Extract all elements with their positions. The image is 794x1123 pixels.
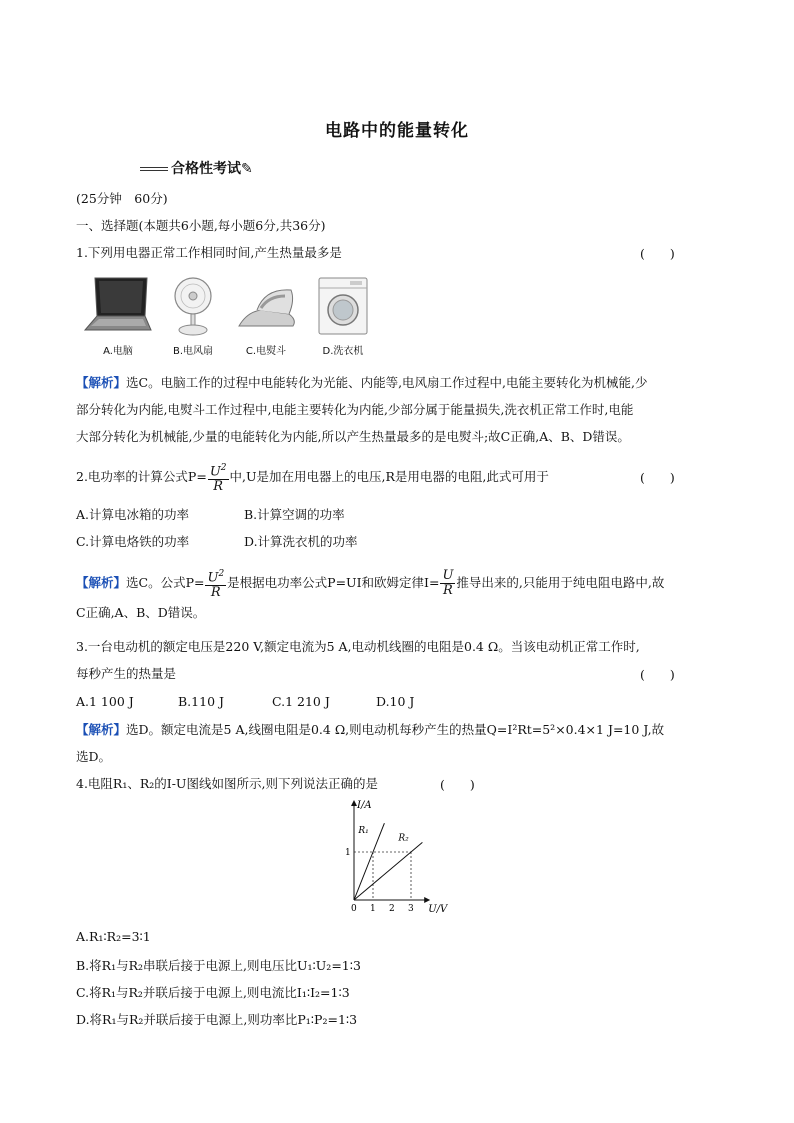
q4-stem: 4.电阻R₁、R₂的I-U图线如图所示,则下列说法正确的是: [76, 776, 378, 791]
page-title: 电路中的能量转化: [325, 121, 469, 141]
iu-graph: [330, 798, 460, 916]
q4-bracket: ( ): [440, 777, 475, 792]
q3-bracket: ( ): [640, 667, 675, 682]
q4-option-b: B.将R₁与R₂串联后接于电源上,则电压比U₁∶U₂=1∶3: [76, 958, 361, 973]
q2-option-c: C.计算电烙铁的功率: [76, 534, 190, 549]
q2-option-a: A.计算电冰箱的功率: [76, 507, 190, 522]
section-dash: [140, 167, 168, 171]
x-tick-label: 1: [370, 904, 376, 914]
x-axis-arrow: [424, 897, 430, 903]
q2-bracket: ( ): [640, 470, 675, 485]
washing-machine-image: [312, 276, 374, 357]
q2-analysis-2: C正确,A、B、D错误。: [76, 605, 206, 620]
q1-option-b: B.电风扇: [172, 346, 214, 357]
q4-option-d: D.将R₁与R₂并联后接于电源上,则功率比P₁∶P₂=1∶3: [76, 1012, 358, 1027]
iron-image: [230, 276, 302, 357]
section-text: 合格性考试: [171, 161, 241, 177]
q2-formula: $\frac{U^2}{R}$: [209, 462, 227, 495]
q1-option-a: A.电脑: [103, 346, 133, 357]
q4-option-c: C.将R₁与R₂并联后接于电源上,则电流比I₁∶I₂=1∶3: [76, 985, 350, 1000]
section-label: [140, 158, 253, 178]
q1-analysis-1: 【解析】选C。电脑工作的过程中电能转化为光能、内能等,电风扇工作过程中,电能主要转化为机械能,少: [76, 375, 648, 390]
q1-analysis-3: 大部分转化为机械能,少量的电能转化为内能,所以产生热量最多的是电熨斗;故C正确,A、B、D错误。: [76, 429, 630, 444]
q1-analysis-2: 部分转化为内能,电熨斗工作过程中,电能主要转化为内能,少部分属于能量损失,洗衣机正常工作时,电能: [76, 402, 634, 417]
x-tick-label: 2: [389, 904, 395, 914]
q1-option-d: D.洗衣机: [322, 346, 364, 357]
pencil-icon: ✎: [241, 161, 253, 177]
q3-option-a: A.1 100 J: [76, 694, 134, 709]
x-tick-label: 3: [408, 904, 414, 914]
laptop-image: [82, 276, 154, 357]
q3-stem-2: 每秒产生的热量是: [76, 666, 177, 681]
q3-option-c: C.1 210 J: [272, 694, 330, 709]
q2-option-d: D.计算洗衣机的功率: [244, 534, 358, 549]
series-label-1: R₁: [358, 826, 369, 837]
part-one-heading: 一、选择题(本题共6小题,每小题6分,共36分): [76, 218, 326, 233]
fan-image: [162, 276, 224, 357]
q3-analysis-2: 选D。: [76, 749, 112, 764]
x-tick-label: 0: [351, 904, 357, 914]
q1-bracket: ( ): [640, 246, 675, 261]
q3-option-b: B.110 J: [178, 694, 225, 709]
q2-analysis-1: 【解析】选C。公式P= $\frac{U^2}{R}$ 是根据电功率公式P=UI和欧姆定律I= $\frac{U}{R}$ 推导出来的,只能用于纯电阻电路中,故: [76, 568, 665, 601]
q1-stem: 1.下列用电器正常工作相同时间,产生热量最多是: [76, 245, 342, 260]
q1-option-c: C.电熨斗: [245, 346, 287, 357]
series-line-2: [354, 842, 422, 900]
y-tick-label: 1: [345, 848, 351, 858]
time-score: (25分钟 60分): [76, 191, 168, 206]
q3-analysis-1: 【解析】选D。额定电流是5 A,线圈电阻是0.4 Ω,则电动机每秒产生的热量Q=I²Rt=5²×0.4×1 J=10 J,故: [76, 722, 665, 737]
q3-stem-1: 3.一台电动机的额定电压是220 V,额定电流为5 A,电动机线圈的电阻是0.4 Ω。当该电动机正常工作时,: [76, 639, 640, 654]
analysis-tag: 【解析】: [76, 375, 127, 390]
y-axis-label: I/A: [357, 800, 372, 811]
q4-option-a: A.R₁∶R₂=3∶1: [76, 929, 151, 944]
q2-option-b: B.计算空调的功率: [244, 507, 345, 522]
q3-option-d: D.10 J: [376, 694, 415, 709]
q2-stem: 2.电功率的计算公式P= $\frac{U^2}{R}$ 中,U是加在用电器上的电压,R是用电器的电阻,此式可用于: [76, 462, 549, 495]
series-label-2: R₂: [398, 833, 409, 844]
x-axis-label: U/V: [428, 904, 448, 915]
